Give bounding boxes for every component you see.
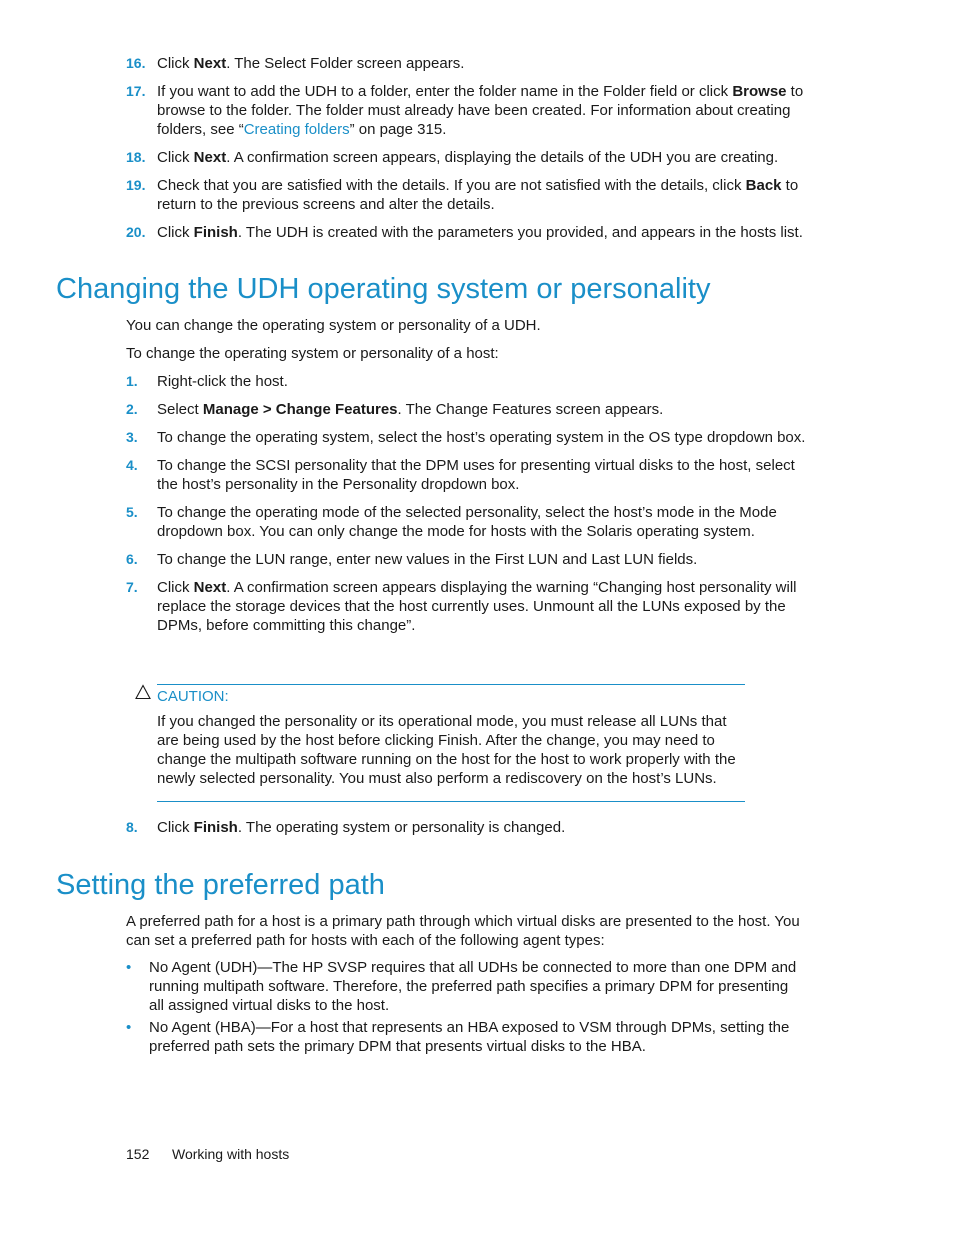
- step-item: [126, 400, 806, 419]
- step-item: [126, 82, 806, 139]
- step-number: 6.: [126, 551, 138, 567]
- step-number: 7.: [126, 579, 138, 595]
- step-item: [126, 456, 806, 494]
- step-text: To change the LUN range, enter new values in the First LUN and Last LUN fields.: [157, 551, 698, 568]
- list-item: [126, 1018, 806, 1056]
- steps-list-section1-final: [126, 818, 806, 846]
- step-number: 20.: [126, 224, 146, 240]
- step-number: 3.: [126, 429, 138, 445]
- caution-rule-bottom: [157, 801, 745, 802]
- caution-box: [135, 684, 747, 802]
- page-number: 152: [126, 1146, 150, 1162]
- list-item: [126, 958, 806, 1015]
- step-number: 8.: [126, 819, 138, 835]
- bullet-text: No Agent (HBA)—For a host that represents an HBA exposed to VSM through DPMs, setting the preferred path sets the primary DPM that presents virtual disks to the HBA.: [149, 1019, 790, 1055]
- steps-list-top: [126, 54, 806, 251]
- step-text: If you want to add the UDH to a folder, enter the folder name in the Folder field or click Browse to browse to the folder. The folder must already have been created. For information about creating folders, see “Creating folders” on page 315.: [157, 83, 804, 138]
- step-item: [126, 372, 806, 391]
- step-text: Click Next. The Select Folder screen appears.: [157, 55, 465, 72]
- step-item: [126, 550, 806, 569]
- step-number: 17.: [126, 83, 146, 99]
- step-item: [126, 54, 806, 73]
- caution-text: If you changed the personality or its operational mode, you must release all LUNs that are being used by the host before clicking Finish. After the change, you may need to change the multipath software running on the host for the host to work properly with the newly selected personality. You must also perform a rediscovery on the host’s LUNs.: [157, 713, 736, 787]
- step-text: To change the operating system, select the host’s operating system in the OS type dropdown box.: [157, 429, 806, 446]
- section-heading-change-udh: Changing the UDH operating system or personality: [56, 273, 711, 305]
- caution-rule-top: [157, 684, 745, 685]
- bullet-glyph: •: [126, 959, 132, 976]
- step-text: Right-click the host.: [157, 373, 288, 390]
- step-item: [126, 148, 806, 167]
- step-item: [126, 578, 806, 635]
- step-text: Select Manage > Change Features. The Change Features screen appears.: [157, 401, 664, 418]
- step-text: To change the SCSI personality that the DPM uses for presenting virtual disks to the host, select the host’s personality in the Personality dropdown box.: [157, 457, 795, 493]
- step-text: Click Finish. The UDH is created with the parameters you provided, and appears in the hosts list.: [157, 224, 803, 241]
- step-number: 19.: [126, 177, 146, 193]
- step-number: 16.: [126, 55, 146, 71]
- section2-intro: A preferred path for a host is a primary path through which virtual disks are presented to the host. You can set a preferred path for hosts with each of the following agent types:: [126, 913, 800, 949]
- section1-intro-1: You can change the operating system or personality of a UDH.: [126, 317, 541, 334]
- section1-intro-2: To change the operating system or personality of a host:: [126, 345, 499, 362]
- step-number: 5.: [126, 504, 138, 520]
- bullet-text: No Agent (UDH)—The HP SVSP requires that all UDHs be connected to more than one DPM and running multipath software. Therefore, the preferred path specifies a primary DPM for presenting all assigned virtual disks to the host.: [149, 959, 797, 1014]
- step-number: 18.: [126, 149, 146, 165]
- step-item: [126, 818, 806, 837]
- page-footer: [126, 1145, 289, 1164]
- step-item: [126, 223, 806, 242]
- bullet-glyph: •: [126, 1019, 132, 1036]
- step-text: Click Next. A confirmation screen appears displaying the warning “Changing host personality will replace the storage devices that the host currently uses. Unmount all the LUNs exposed by the DPMs, before committing this change”.: [157, 579, 797, 634]
- step-item: [126, 428, 806, 447]
- caution-label: CAUTION:: [157, 688, 229, 705]
- section-heading-preferred-path: Setting the preferred path: [56, 869, 385, 901]
- step-item: [126, 176, 806, 214]
- step-text: Check that you are satisfied with the details. If you are not satisfied with the details, click Back to return to the previous screens and alter the details.: [157, 177, 799, 213]
- step-text: Click Finish. The operating system or personality is changed.: [157, 819, 566, 836]
- step-item: [126, 503, 806, 541]
- bullet-list: [126, 958, 806, 1059]
- step-number: 2.: [126, 401, 138, 417]
- steps-list-section1: [126, 372, 806, 644]
- step-text: To change the operating mode of the selected personality, select the host’s mode in the Mode dropdown box. You can only change the mode for hosts with the Solaris operating system.: [157, 504, 777, 540]
- step-number: 4.: [126, 457, 138, 473]
- footer-section-title: Working with hosts: [172, 1146, 290, 1162]
- step-text: Click Next. A confirmation screen appears, displaying the details of the UDH you are creating.: [157, 149, 779, 166]
- warning-triangle-icon: [135, 684, 151, 700]
- step-number: 1.: [126, 373, 138, 389]
